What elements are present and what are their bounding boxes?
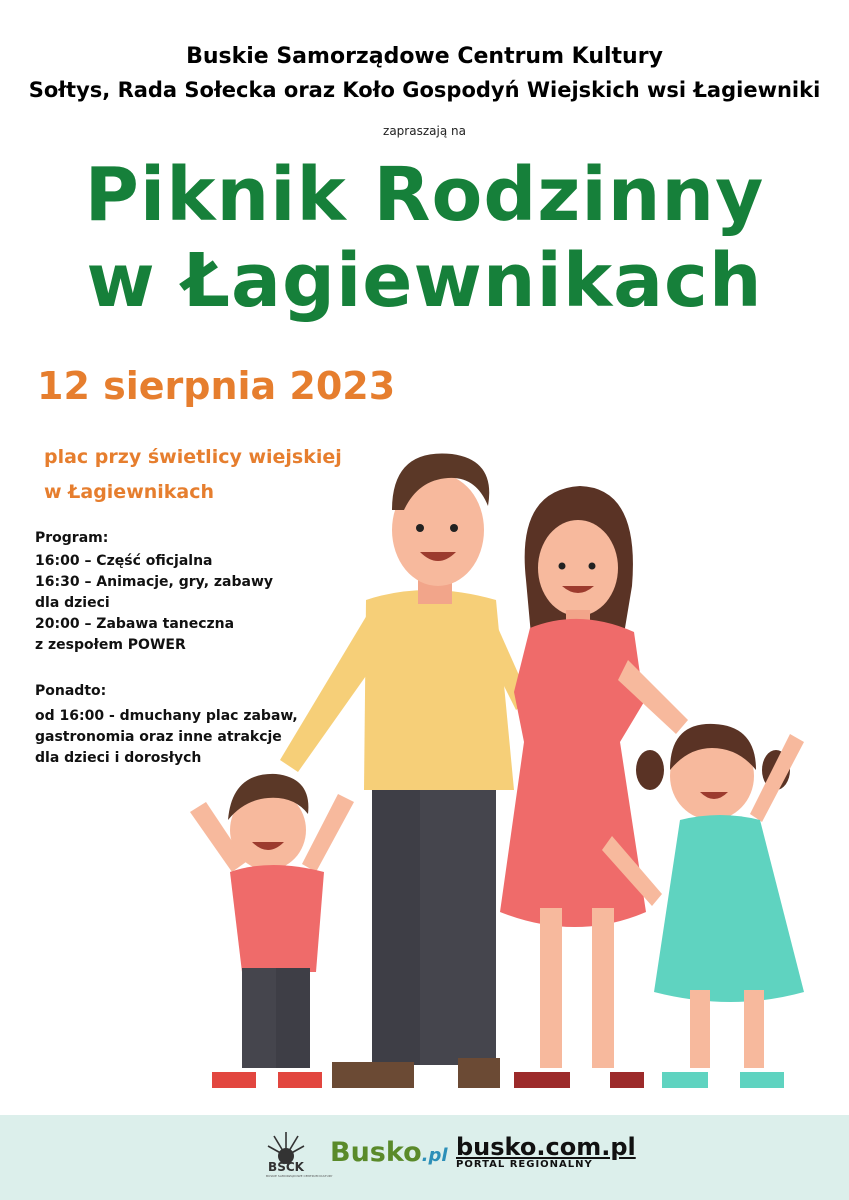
program-line: 20:00 – Zabawa taneczna (35, 616, 235, 632)
bsck-logo-subtext: BUSKIE SAMORZĄDOWE CENTRUM KULTURY (266, 1174, 333, 1178)
family-illustration (170, 440, 820, 1100)
extra-line: gastronomia oraz inne atrakcje (35, 729, 282, 745)
program-line: 16:00 – Część oficjalna (35, 553, 213, 569)
busko-com-pl-logo (456, 1133, 636, 1170)
organizer-line-1: Buskie Samorządowe Centrum Kultury (186, 44, 663, 69)
extra-line: od 16:00 - dmuchany plac zabaw, (35, 708, 298, 724)
invite-text: zapraszają na (383, 124, 466, 138)
side-disclaimer (798, 372, 812, 662)
event-title-line-1: Piknik Rodzinny (84, 152, 765, 238)
portal-logo-subtext: PORTAL REGIONALNY (456, 1159, 593, 1170)
event-place-line-2: w Łagiewnikach (44, 481, 215, 503)
mother-figure (500, 486, 688, 1088)
event-place-line-1: plac przy świetlicy wiejskiej (44, 446, 342, 468)
program-line: dla dzieci (35, 595, 110, 611)
boy-figure (190, 774, 354, 1088)
busko-logo-text: Busko (330, 1137, 422, 1168)
busko-logo-suffix: .pl (421, 1145, 448, 1166)
bsck-logo-text: BSCK (268, 1160, 304, 1174)
extra-heading: Ponadto: (35, 683, 107, 699)
sun-icon (266, 1128, 306, 1158)
event-title-line-2: w Łagiewnikach (86, 238, 763, 324)
extra-line: dla dzieci i dorosłych (35, 750, 202, 766)
portal-logo-text: busko.com.pl (456, 1133, 636, 1161)
program-heading: Program: (35, 530, 109, 546)
organizer-line-2: Sołtys, Rada Sołecka oraz Koło Gospodyń Wiejskich wsi Łagiewniki (28, 78, 821, 102)
bsck-logo (266, 1128, 333, 1180)
program-line: 16:30 – Animacje, gry, zabawy (35, 574, 274, 590)
father-figure (280, 453, 530, 1088)
program-line: z zespołem POWER (35, 637, 186, 653)
event-date: 12 sierpnia 2023 (37, 364, 396, 408)
busko-pl-logo (330, 1137, 448, 1168)
